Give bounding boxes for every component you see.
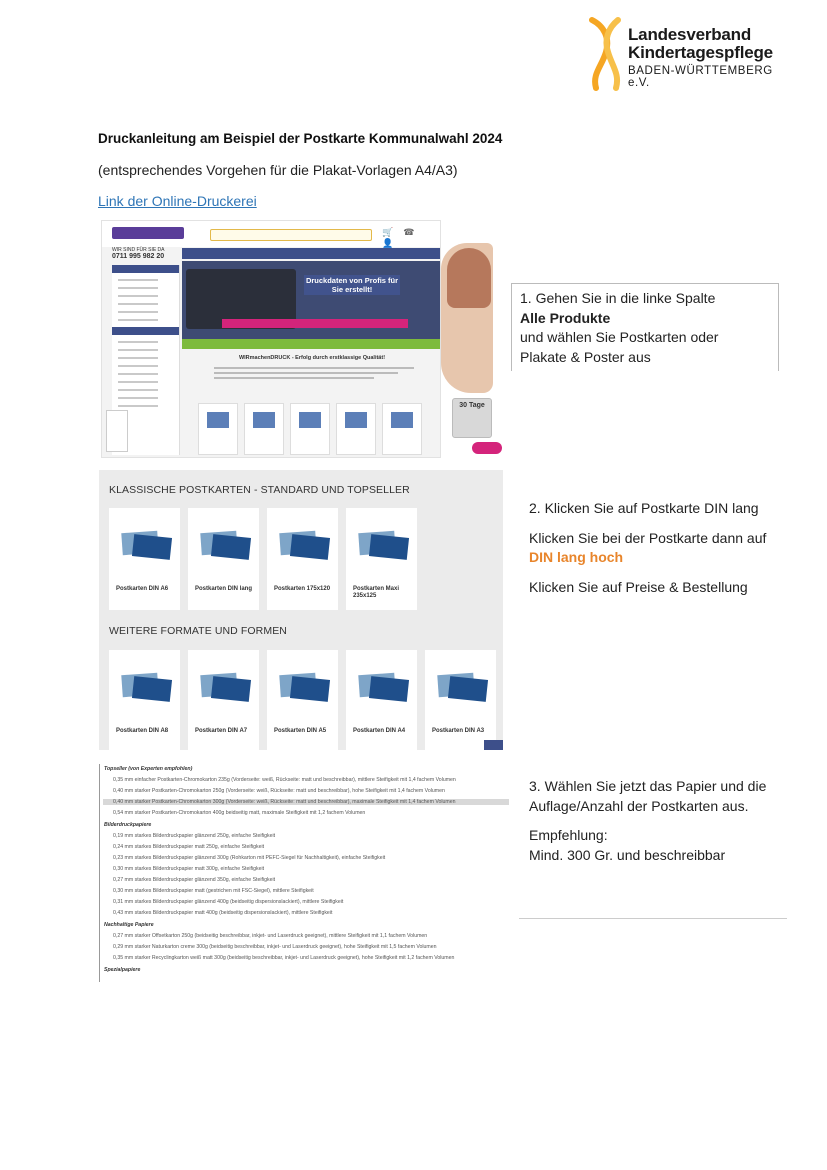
step-2-text [529, 499, 799, 597]
postcards-heading-1: KLASSISCHE POSTKARTEN - STANDARD UND TOPSELLER [109, 484, 410, 496]
step-1-line-1: 1. Gehen Sie in die linke Spalte [520, 290, 716, 306]
postcard-tile [346, 650, 417, 750]
postcard-tile [425, 650, 496, 750]
step-1-line-4: Plakate & Poster aus [520, 348, 651, 365]
step-2-line-1: 2. Klicken Sie auf Postkarte DIN lang [529, 500, 759, 516]
step-1-line-3: und wählen Sie Postkarten oder [520, 329, 719, 345]
paper-option-heading: Topseller (von Experten empfohlen) [104, 766, 193, 772]
postcard-tile [109, 650, 180, 750]
postcard-tile [346, 508, 417, 610]
print-shop-link[interactable]: Link der Online-Druckerei [98, 193, 257, 209]
step-2-line-4: Klicken Sie auf Preise & Bestellung [529, 578, 748, 595]
paper-option: 0,19 mm starkes Bilderdruckpapier glänzend 250g, einfache Steifigkeit [113, 833, 276, 839]
step-3-line-3: Empfehlung: [529, 827, 608, 843]
paper-option: 0,40 mm starker Postkarten-Chromokarton 250g (Vorderseite: weiß, Rückseite: matt und beschreibbar), hohe Steifigkeit mit 1,4 fachem Volumen [113, 788, 445, 794]
trust-seal [106, 410, 128, 452]
paper-option: 0,30 mm starkes Bilderdruckpapier matt (gestrichen mit FSC-Siegel), mittlere Steifigkeit [113, 888, 314, 894]
shop-search-input [210, 229, 372, 241]
divider-line [519, 918, 787, 919]
paper-option-selected: 0,40 mm starker Postkarten-Chromokarton 300g (Vorderseite: weiß, Rückseite: matt und beschreibbar), maximale Steifigkeit mit 1,4 fachem Volumen [103, 799, 509, 805]
paper-option: 0,27 mm starker Offsetkarton 250g (beidseitig beschreibbar, inkjet- und Laserdruck geeignet), mittlere Steifigkeit mit 1,1 fachem Volumen [113, 933, 428, 939]
paper-option: 0,31 mm starkes Bilderdruckpapier glänzend 400g (beidseitig dispersionslackiert), mittlere Steifigkeit [113, 899, 344, 905]
postcard-label: Postkarten DIN A7 [195, 728, 248, 734]
screenshot-paper-options [99, 764, 509, 982]
document-title: Druckanleitung am Beispiel der Postkarte Kommunalwahl 2024 [98, 131, 503, 146]
shop-phone: 0711 995 982 20 [112, 253, 165, 260]
scroll-top-button [484, 740, 503, 750]
help-button [472, 442, 502, 454]
paper-option: 0,30 mm starkes Bilderdruckpapier matt 300g, einfache Steifigkeit [113, 866, 265, 872]
step-3-line-1: 3. Wählen Sie jetzt das Papier und die [529, 778, 767, 794]
paper-option-heading: Bilderdruckpapiere [104, 822, 152, 828]
model-hair [447, 248, 491, 308]
postcard-tile [188, 508, 259, 610]
shop-nav-bar [182, 248, 441, 259]
shop-phone-label: WIR SIND FÜR SIE DA [112, 247, 165, 253]
postcard-tile [188, 650, 259, 750]
shop-logo [112, 227, 184, 239]
postcard-tile [109, 508, 180, 610]
step-1-line-2: Alle Produkte [520, 309, 611, 326]
shop-header [102, 221, 441, 247]
screenshot-homepage [101, 220, 441, 458]
screenshot-postcards [99, 470, 503, 750]
paper-option: 0,35 mm einfacher Postkarten-Chromokarton 235g (Vorderseite: weiß, Rückseite: matt und beschreibbar), mittlere Steifigkeit mit 1,4 fachem Volumen [113, 777, 456, 783]
paper-option: 0,23 mm starkes Bilderdruckpapier glänzend 300g (Rohkarton mit PEFC-Siegel für Nachhaltigkeit), einfache Steifigkeit [113, 855, 386, 861]
paper-list-border [99, 764, 100, 982]
shop-usp-bar [182, 339, 441, 349]
postcard-tile [267, 508, 338, 610]
logo-line-1: Landesverband [628, 25, 752, 44]
postcard-label: Postkarten DIN A4 [353, 728, 406, 734]
paper-option: 0,27 mm starkes Bilderdruckpapier glänzend 350g, einfache Steifigkeit [113, 877, 276, 883]
paper-option: 0,29 mm starker Naturkarton creme 300g (beidseitig beschreibbar, inkjet- und Laserdruck geeignet), hohe Steifigkeit mit 1,5 fachem Volumen [113, 944, 437, 950]
postcard-label: Postkarten DIN A3 [432, 728, 485, 734]
paper-option: 0,35 mm starker Recyclingkarton weiß matt 300g (beidseitig beschreibbar, inkjet- und Laserdruck geeignet), hohe Steifigkeit mit 1,2 fachem Volumen [113, 955, 455, 961]
guarantee-badge: 30 Tage [452, 398, 492, 438]
postcard-label: Postkarten 175x120 [274, 586, 331, 592]
postcard-label: Postkarten DIN A6 [116, 586, 169, 592]
step-2-line-2: Klicken Sie bei der Postkarte dann auf [529, 529, 767, 546]
postcard-tile [267, 650, 338, 750]
logo-line-3: BADEN-WÜRTTEMBERG e.V. [628, 64, 773, 89]
paper-option: 0,24 mm starkes Bilderdruckpapier matt 250g, einfache Steifigkeit [113, 844, 265, 850]
association-logo [586, 16, 786, 94]
step-2-line-3: DIN lang hoch [529, 549, 624, 565]
postcard-label: Postkarten DIN lang [195, 586, 253, 592]
postcards-row-1 [109, 508, 417, 610]
paper-option-heading: Nachhaltige Papiere [104, 922, 154, 928]
postcard-label: Postkarten DIN A8 [116, 728, 169, 734]
postcards-heading-2: WEITERE FORMATE UND FORMEN [109, 625, 287, 637]
shop-hero-banner [182, 261, 441, 339]
paper-option: 0,43 mm starkes Bilderdruckpapier matt 400g (beidseitig dispersionslackiert), mittlere Steifigkeit [113, 910, 333, 916]
postcard-label: Postkarten Maxi 235x125 [353, 586, 400, 599]
hero-headline: Druckdaten von Profis für Sie erstellt! [305, 276, 399, 294]
hero-pink-bar [222, 319, 408, 328]
postcard-label: Postkarten DIN A5 [274, 728, 327, 734]
step-1-box [511, 283, 779, 371]
shop-product-tiles [198, 403, 422, 455]
shop-body-text [214, 367, 414, 382]
logo-line-2: Kindertagespflege [628, 42, 773, 62]
shop-body-title: WIRmachenDRUCK - Erfolg durch erstklassige Qualität! [238, 355, 386, 361]
shop-header-icons: 🛒☎👤 [382, 227, 425, 248]
step-3-text [529, 777, 799, 865]
step-3-line-2: Auflage/Anzahl der Postkarten aus. [529, 797, 749, 814]
paper-option: 0,54 mm starker Postkarten-Chromokarton 400g beidseitig matt, maximale Steifigkeit mit 1,2 fachem Volumen [113, 810, 366, 816]
step-3-line-4: Mind. 300 Gr. und beschreibbar [529, 846, 726, 863]
postcards-row-2 [109, 650, 496, 750]
logo-mark-icon [586, 16, 626, 92]
document-subtitle: (entsprechendes Vorgehen für die Plakat-Vorlagen A4/A3) [98, 162, 458, 178]
paper-option-heading: Spezialpapiere [104, 967, 141, 973]
